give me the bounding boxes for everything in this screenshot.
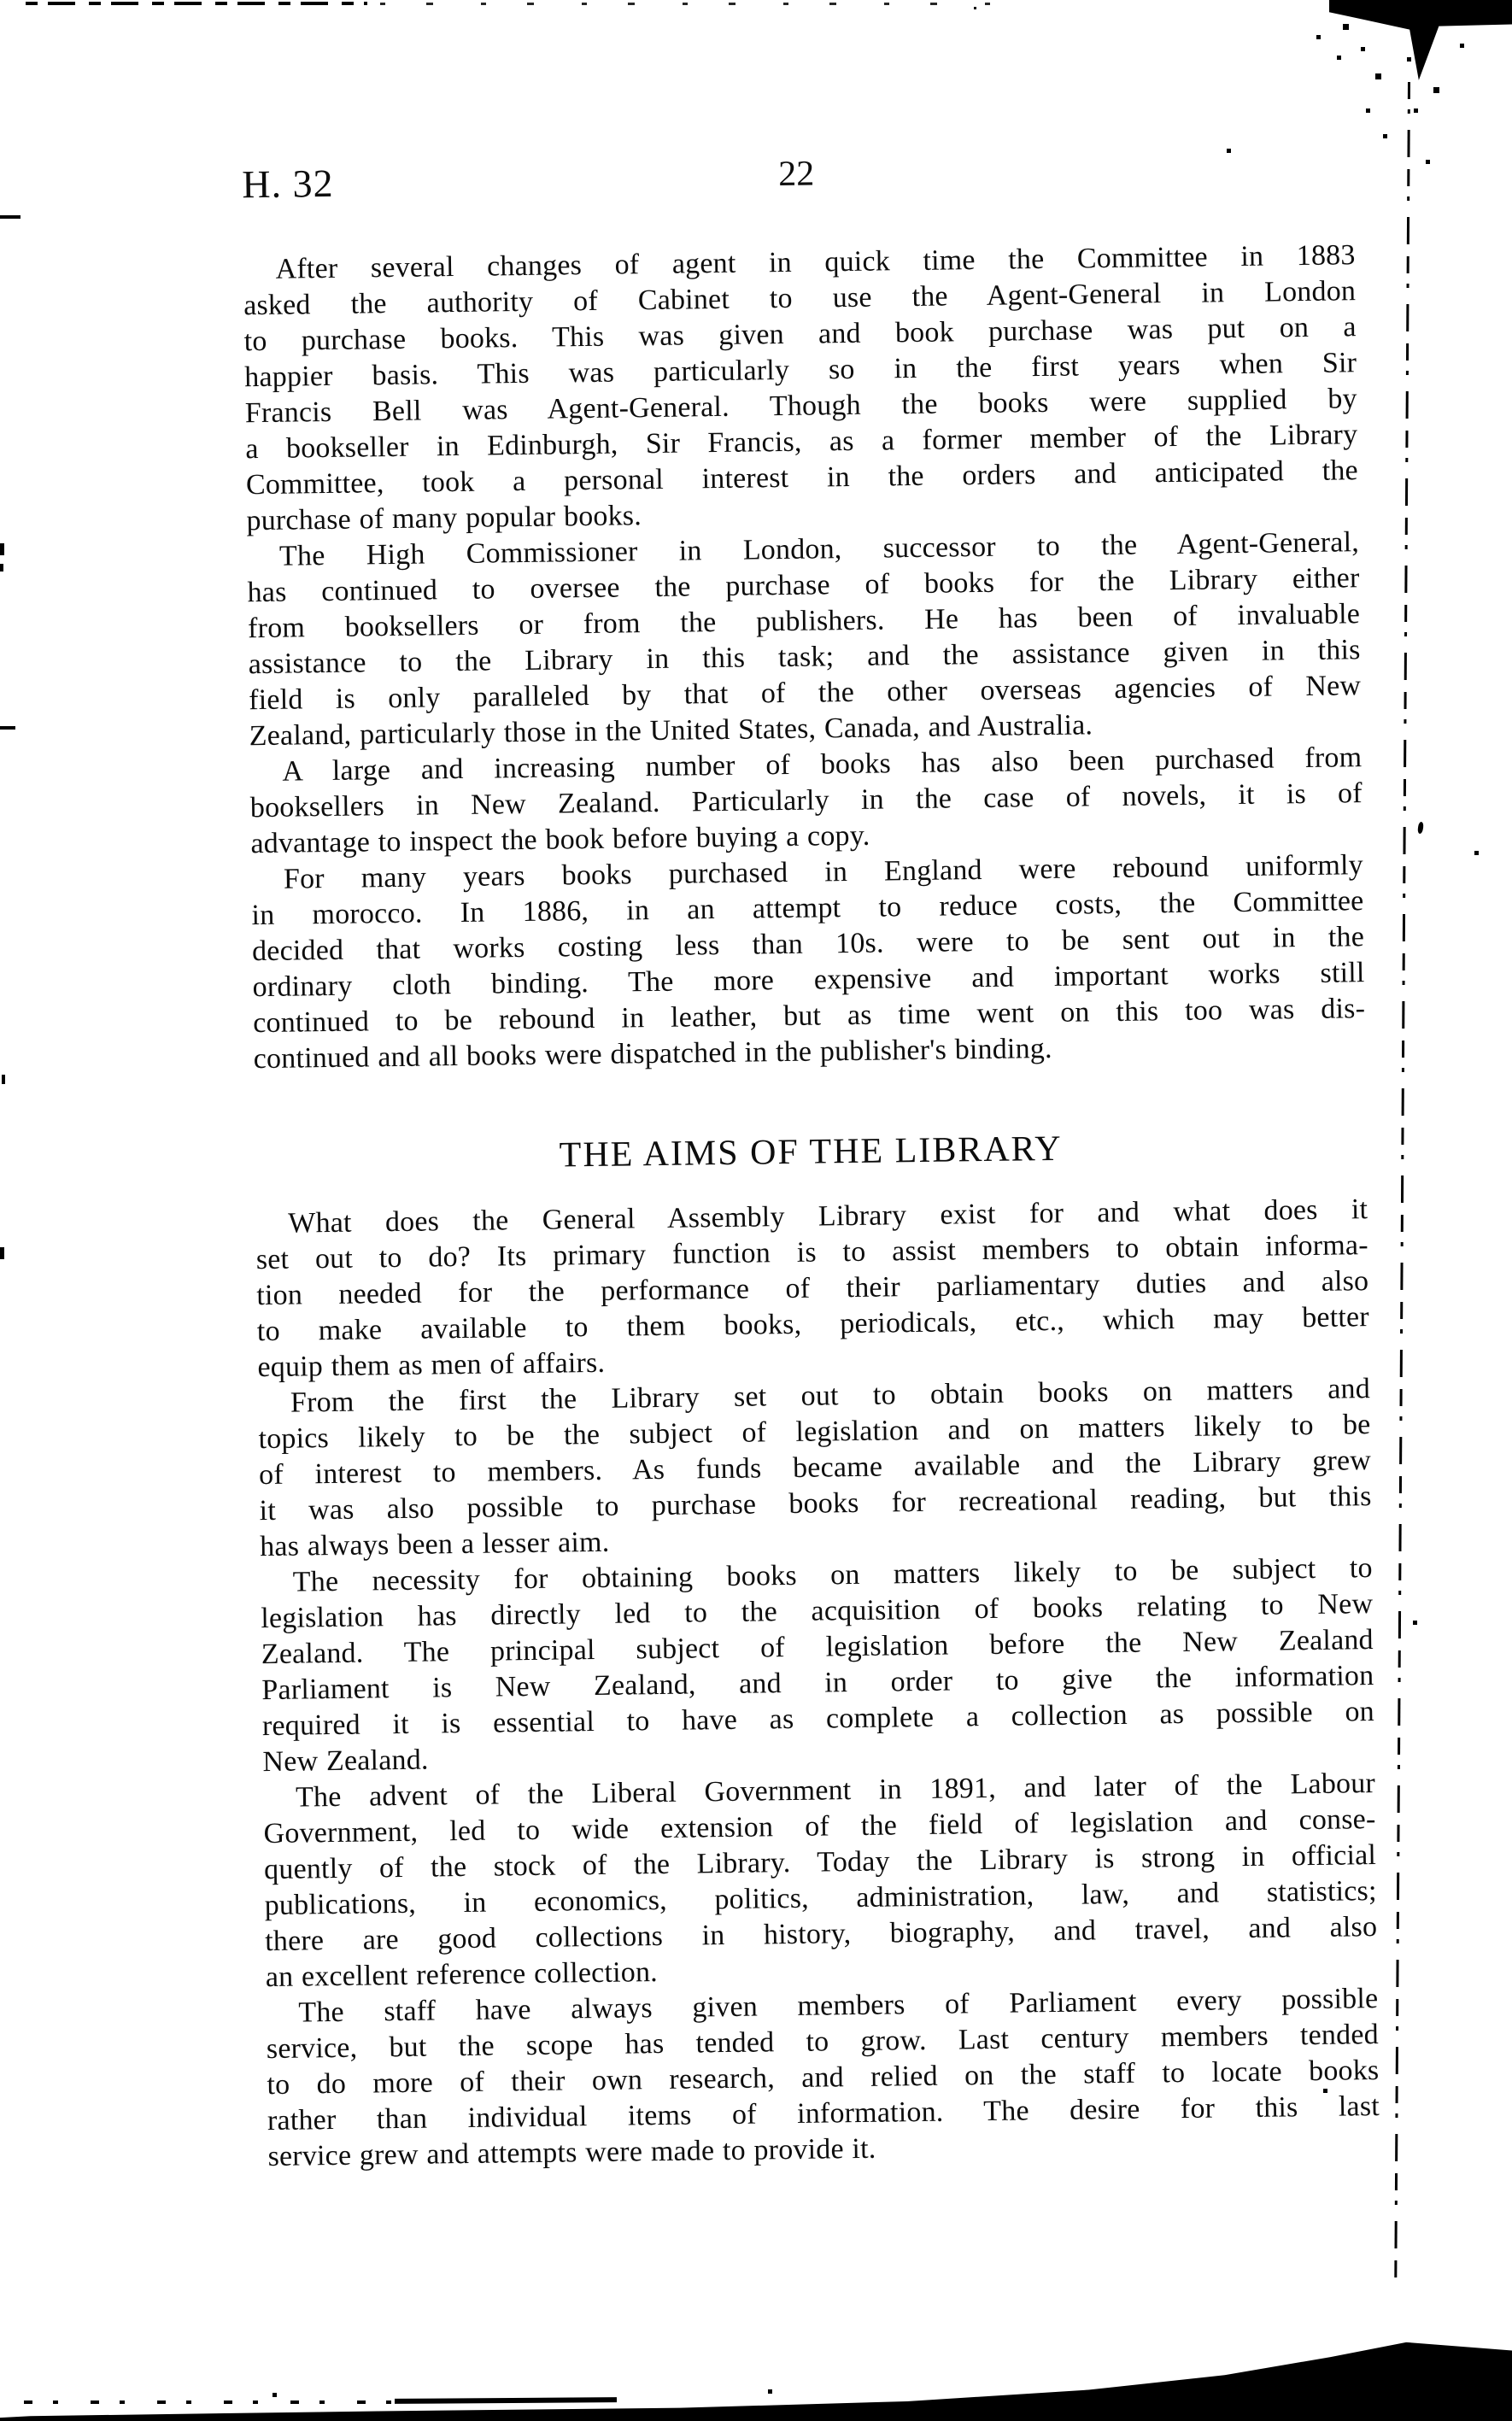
text-line: After several changes of agent in quick time the Committee in 1883 (275, 239, 1356, 285)
text-line: The necessity for obtaining books on matters likely to be subject to (292, 1552, 1373, 1598)
text-line: What does the General Assembly Library exist for and what does it (288, 1193, 1368, 1240)
paragraph (243, 237, 1358, 539)
text-line: has always been a lesser aim. (259, 1526, 610, 1563)
aims-paragraphs (255, 1192, 1380, 2175)
text-line: from booksellers or from the publishers. He has been of invaluable (247, 598, 1361, 645)
text-line: Committee, took a personal interest in the orders and anticipated the (245, 454, 1359, 501)
text-line: service grew and attempts were made to provide it. (267, 2132, 876, 2173)
text-line: booksellers in New Zealand. Particularly in the case of novels, it is of (249, 777, 1363, 824)
text-line: The advent of the Liberal Government in 1891, and later of the Labour (295, 1767, 1376, 1814)
scan-artifact-margin-tick (0, 726, 15, 730)
paragraph (263, 1766, 1378, 1996)
text-line: set out to do? Its primary function is to assist members to obtain informa- (255, 1229, 1368, 1276)
text-line: Government, led to wide extension of the field of legislation and conse- (263, 1803, 1376, 1850)
scan-artifact-bottom-edge-dashes (24, 2400, 400, 2404)
text-line: happier basis. This was particularly so in the first years when Sir (244, 347, 1357, 394)
text-line: The staff have always given members of Parliament every possible (298, 1983, 1379, 2029)
text-line: New Zealand. (262, 1744, 429, 1779)
text-line: rather than individual items of information. The desire for this last (267, 2090, 1380, 2137)
scan-artifact-bottom-edge-tail (395, 2397, 617, 2404)
text-line: Zealand. The principal subject of legislation before the New Zealand (261, 1624, 1374, 1671)
text-line: advantage to inspect the book before buying a copy. (250, 819, 870, 860)
text-line: service, but the scope has tended to grow. Last century members tended (266, 2019, 1380, 2066)
scan-artifact-stray-mark (1417, 822, 1424, 835)
text-line: Parliament is New Zealand, and in order to give the information (261, 1660, 1374, 1707)
scan-artifact-gutter-shadow (0, 2339, 1512, 2421)
scan-artifact-margin-tick (0, 564, 3, 572)
intro-paragraphs (243, 237, 1366, 1077)
text-line: Francis Bell was Agent-General. Though the books were supplied by (244, 383, 1357, 430)
scan-artifact-margin-tick (2, 1075, 5, 1084)
text-line: has continued to oversee the purchase of books for the Library either (247, 562, 1360, 609)
text-line: continued and all books were dispatched in the publisher's binding. (253, 1032, 1052, 1076)
text-line: For many years books purchased in England were rebound uniformly (283, 849, 1364, 895)
text-line: From the first the Library set out to obtain books on matters and (290, 1373, 1371, 1419)
text-line: there are good collections in history, biography, and travel, and also (265, 1911, 1378, 1958)
page-number: 22 (777, 154, 815, 195)
paragraph (249, 740, 1363, 862)
scan-artifact-page-edge-line (1394, 82, 1410, 2277)
paragraph (266, 1981, 1380, 2175)
text-line: to do more of their own research, and relied on the staff to locate books (267, 2055, 1380, 2102)
text-line: tion needed for the performance of their parliamentary duties and also (256, 1265, 1369, 1312)
text-line: legislation has directly led to the acquisition of books relating to New (261, 1588, 1374, 1635)
text-line: field is only paralleled by that of the other overseas agencies of New (248, 670, 1362, 717)
text-line: topics likely to be the subject of legislation and on matters likely to be (258, 1409, 1371, 1456)
paragraph (260, 1550, 1374, 1780)
text-line: continued to be rebound in leather, but as time went on this too was dis- (252, 993, 1366, 1040)
scan-artifact-margin-tick (0, 1247, 4, 1259)
text-line: to make available to them books, periodicals, etc., which may better (256, 1301, 1370, 1348)
text-line: in morocco. In 1886, in an attempt to reduce costs, the Committee (251, 885, 1364, 932)
text-line: The High Commissioner in London, successor to the Agent-General, (278, 526, 1360, 572)
text-line: to purchase books. This was given and book purchase was put on a (243, 311, 1357, 358)
text-line: an excellent reference collection. (265, 1956, 659, 1994)
text-line: quently of the stock of the Library. Today the Library is strong in official (263, 1839, 1377, 1886)
document-reference: H. 32 (242, 161, 334, 207)
scan-artifact-corner-blob (1329, 0, 1512, 87)
text-line: decided that works costing less than 10s. were to be sent out in the (251, 921, 1365, 968)
text-line: purchase of many popular books. (246, 500, 642, 537)
scan-artifact-margin-tick (0, 215, 21, 219)
scan-artifact-stray-dots (974, 7, 976, 9)
page-content (242, 148, 1380, 2175)
scan-artifact-corner-speckle (1333, 7, 1335, 9)
text-line: ordinary cloth binding. The more expensive and important works still (252, 957, 1365, 1004)
scan-artifact-top-edge-dashes (26, 2, 367, 5)
page-header (242, 148, 1355, 207)
section-heading: THE AIMS OF THE LIBRARY (559, 1128, 1063, 1175)
text-line: asked the authority of Cabinet to use the Agent-General in London (243, 275, 1357, 322)
paragraph (247, 525, 1362, 754)
text-line: a bookseller in Edinburgh, Sir Francis, as a former member of the Library (245, 419, 1358, 466)
text-line: publications, in economics, politics, administration, law, and statistics; (264, 1875, 1377, 1922)
text-line: A large and increasing number of books has also been purchased from (282, 742, 1363, 788)
text-line: Zealand, particularly those in the United States, Canada, and Australia. (249, 709, 1093, 753)
paragraph (251, 847, 1366, 1077)
paragraph (258, 1371, 1373, 1565)
text-line: required it is essential to have as complete a collection as possible on (261, 1696, 1375, 1743)
text-line: assistance to the Library in this task; and the assistance given in this (248, 634, 1361, 681)
text-line: it was also possible to purchase books for recreational reading, but this (259, 1480, 1372, 1527)
scan-artifact-top-edge-dots (380, 3, 995, 5)
text-line: of interest to members. As funds became available and the Library grew (258, 1445, 1372, 1492)
paragraph (255, 1192, 1370, 1386)
scan-artifact-margin-tick (0, 543, 4, 555)
text-line: equip them as men of affairs. (257, 1346, 606, 1384)
